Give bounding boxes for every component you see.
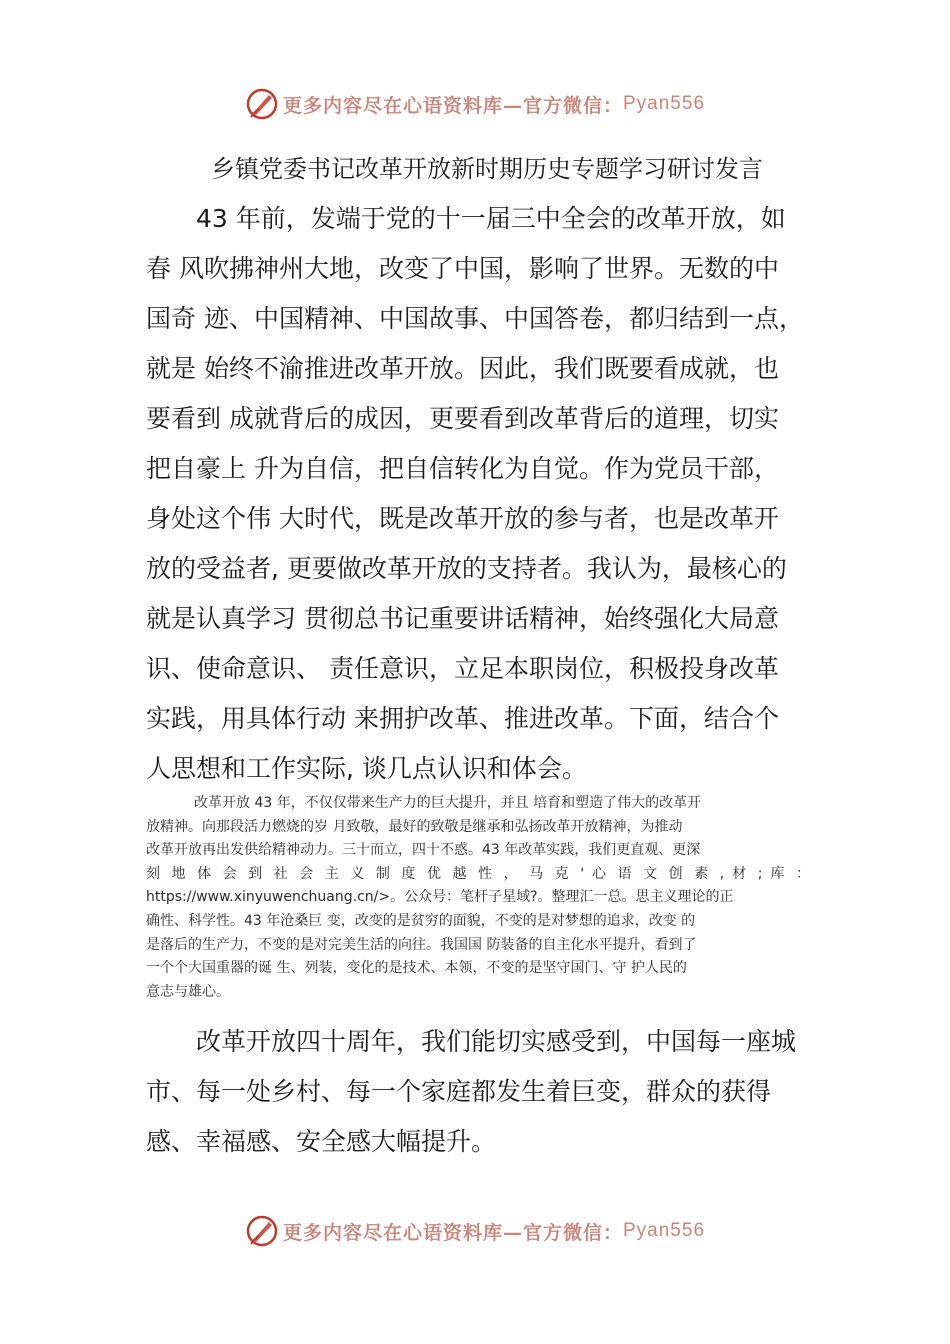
text-line: https://www.xinyuwenchuang.cn/>。公众号：笔杆子星域?。整理汇一总。思主义理论的正 — [146, 889, 734, 906]
text-line: 放精神。向那段活力燃烧的岁 月致敬，最好的致敬是继承和弘扬改革开放精神，为推动 — [146, 818, 683, 835]
paragraph-3 — [146, 1017, 810, 1167]
paragraph-1 — [146, 194, 810, 794]
paragraph-2 — [146, 792, 810, 1004]
text-line: 一个个大国重器的诞 生、列装，变化的是技术、本领，不变的是坚守国门、守 护人民的 — [146, 960, 687, 977]
text-line: 确性、科学性。43 年沧桑巨 变，改变的是贫穷的面貌，不变的是对梦想的追求，改变 的 — [146, 912, 696, 929]
banner-text: 更多内容尽在心语资料库—官方微信： — [282, 94, 623, 117]
quill-logo-icon — [245, 87, 279, 121]
banner-wechat-id: Pyan556 — [623, 93, 706, 114]
text-line: 改革开放 43 年，不仅仅带来生产力的巨大提升，并且 培育和塑造了伟大的改革开 — [194, 795, 702, 811]
text-line: 43 年前，发端于党的十一届三中全会的改革开放，如 — [196, 204, 786, 233]
text-line: 人思想和工作实际, 谈几点认识和体会。 — [146, 754, 587, 783]
text-line: 感、幸福感、安全感大幅提升。 — [146, 1127, 497, 1156]
text-line: 意志与雄心。 — [146, 983, 230, 1000]
text-line: 把自豪上 升为自信，把自信转化为自觉。作为党员干部， — [146, 454, 779, 483]
text-line: 就是 始终不渝推进改革开放。因此，我们既要看成就，也 — [146, 354, 779, 383]
footer-banner — [0, 1211, 950, 1251]
text-line: 识、使命意识、 责任意识，立足本职岗位，积极投身改革 — [146, 654, 779, 683]
text-line: 身处这个伟 大时代，既是改革开放的参与者，也是改革开 — [146, 504, 779, 533]
text-line: 市、每一处乡村、每一个家庭都发生着巨变，群众的获得 — [146, 1077, 772, 1106]
text-line: 国奇 迹、中国精神、中国故事、中国答卷，都归结到一点， — [146, 304, 804, 333]
header-banner — [0, 84, 950, 124]
text-line: 就是认真学习 贯彻总书记重要讲话精神，始终强化大局意 — [146, 604, 779, 633]
text-line: 放的受益者, 更要做改革开放的支持者。我认为，最核心的 — [146, 554, 787, 583]
text-line: 改革开放再出发供给精神动力。三十而立，四十不惑。43 年改革实践，我们更直观、更深 — [146, 842, 701, 859]
banner-text: 更多内容尽在心语资料库—官方微信： — [282, 1221, 623, 1244]
text-line: 改革开放四十周年，我们能切实感受到，中国每一座城 — [196, 1027, 797, 1056]
text-line: 要看到 成就背后的成因，更要看到改革背后的道理，切实 — [146, 404, 779, 433]
document-title: 乡镇党委书记改革开放新时期历史专题学习研讨发言 — [211, 155, 763, 183]
text-line: 春 风吹拂神州大地，改变了中国，影响了世界。无数的中 — [146, 254, 779, 283]
banner-wechat-id: Pyan556 — [623, 1220, 706, 1241]
text-line: 刻 地 体 会 到 社 会 主 义 制 度 优 越 性 ， 马 克 ' 心 语 文 创 素 , 材 ; 库 ： — [146, 865, 810, 882]
text-line: 实践，用具体行动 来拥护改革、推进改革。下面，结合个 — [146, 704, 779, 733]
text-line: 是落后的生产力，不变的是对完美生活的向往。我国国 防装备的自主化水平提升，看到了 — [146, 936, 697, 953]
quill-logo-icon — [245, 1214, 279, 1248]
